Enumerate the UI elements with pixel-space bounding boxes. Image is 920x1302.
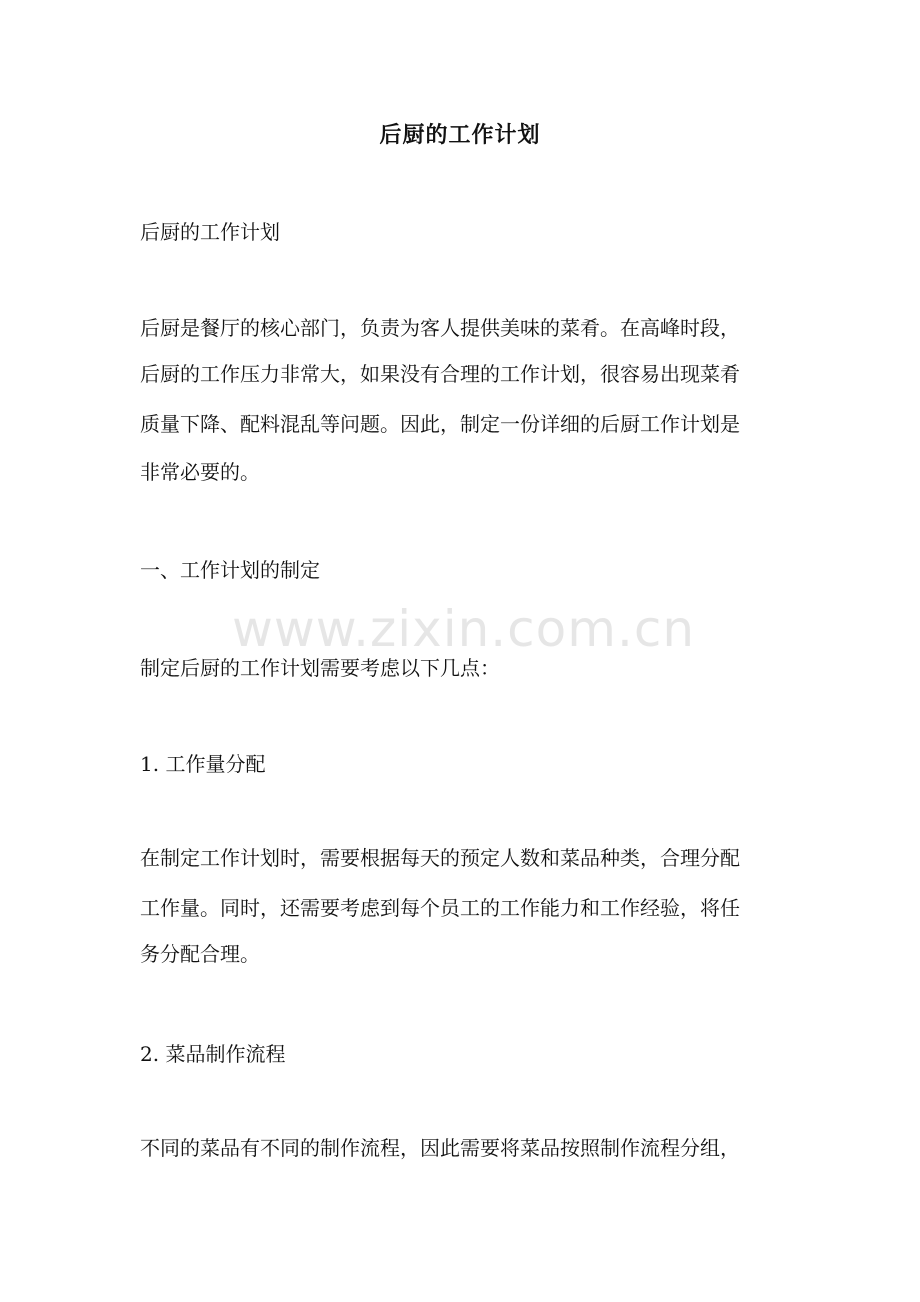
intro-line-1: 后厨是餐厅的核心部门，负责为客人提供美味的菜肴。在高峰时段，	[140, 316, 740, 340]
item1-heading: 1. 工作量分配	[140, 752, 266, 776]
intro-line-3: 质量下降、配料混乱等问题。因此，制定一份详细的后厨工作计划是	[140, 412, 740, 436]
item2-line-1: 不同的菜品有不同的制作流程，因此需要将菜品按照制作流程分组，	[140, 1136, 740, 1160]
document-title: 后厨的工作计划	[379, 122, 541, 148]
intro-line-4: 非常必要的。	[140, 460, 260, 484]
document-subtitle: 后厨的工作计划	[140, 220, 280, 244]
item1-line-2: 工作量。同时，还需要考虑到每个员工的工作能力和工作经验，将任	[140, 896, 740, 920]
section1-heading: 一、工作计划的制定	[140, 558, 320, 582]
item1-line-3: 务分配合理。	[140, 942, 260, 966]
intro-line-2: 后厨的工作压力非常大，如果没有合理的工作计划，很容易出现菜肴	[140, 362, 740, 386]
section1-intro: 制定后厨的工作计划需要考虑以下几点：	[140, 656, 500, 680]
item2-heading: 2. 菜品制作流程	[140, 1042, 286, 1066]
watermark: www.zixin.com.cn	[232, 600, 696, 658]
item1-line-1: 在制定工作计划时，需要根据每天的预定人数和菜品种类，合理分配	[140, 846, 740, 870]
